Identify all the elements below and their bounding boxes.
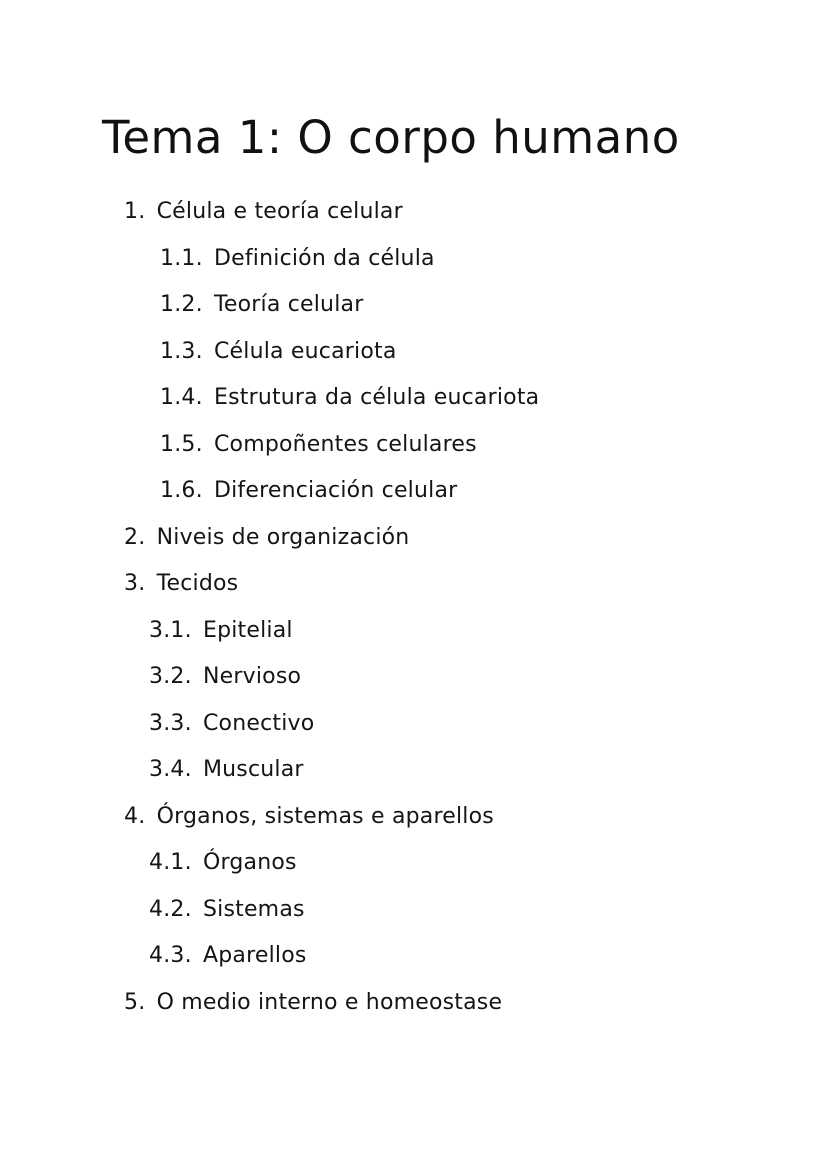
toc-number: 1.2. <box>160 292 203 317</box>
toc-number: 4.2. <box>149 897 192 922</box>
toc-number: 1.1. <box>160 246 203 271</box>
toc-item-3-4 <box>149 756 304 784</box>
toc-label: Niveis de organización <box>156 525 410 550</box>
toc-number: 4. <box>124 804 146 829</box>
toc-label: Compoñentes celulares <box>213 432 477 457</box>
toc-label: Diferenciación celular <box>213 478 458 503</box>
toc-item-4-3 <box>149 942 307 970</box>
toc-label: Órganos, sistemas e aparellos <box>156 804 494 829</box>
toc-item-1 <box>124 198 403 226</box>
toc-label: Estrutura da célula eucariota <box>213 385 540 410</box>
toc-item-1-4 <box>160 384 539 412</box>
toc-item-1-2 <box>160 291 363 319</box>
toc-number: 3.2. <box>149 664 192 689</box>
toc-label: Teoría celular <box>213 292 364 317</box>
toc-label: Conectivo <box>202 711 315 736</box>
toc-item-3-1 <box>149 617 293 645</box>
toc-item-4 <box>124 803 494 831</box>
toc-label: Definición da célula <box>213 246 435 271</box>
toc-item-3-2 <box>149 663 301 691</box>
toc-number: 1.5. <box>160 432 203 457</box>
toc-item-2 <box>124 524 409 552</box>
toc-number: 3. <box>124 571 146 596</box>
toc-label: Epitelial <box>202 618 293 643</box>
toc-number: 2. <box>124 525 146 550</box>
toc-item-5 <box>124 989 502 1017</box>
toc-label: Célula e teoría celular <box>156 199 403 224</box>
toc-number: 3.4. <box>149 757 192 782</box>
toc-item-1-6 <box>160 477 457 505</box>
toc-number: 1.4. <box>160 385 203 410</box>
toc-item-3 <box>124 570 238 598</box>
toc-number: 5. <box>124 990 146 1015</box>
toc-label: Sistemas <box>202 897 305 922</box>
toc-label: Célula eucariota <box>213 339 397 364</box>
toc-item-4-2 <box>149 896 305 924</box>
toc-item-1-3 <box>160 338 397 366</box>
toc-label: Nervioso <box>202 664 302 689</box>
toc-number: 4.3. <box>149 943 192 968</box>
toc-number: 3.1. <box>149 618 192 643</box>
toc-number: 4.1. <box>149 850 192 875</box>
toc-label: O medio interno e homeostase <box>156 990 503 1015</box>
toc-number: 3.3. <box>149 711 192 736</box>
toc-label: Órganos <box>202 850 297 875</box>
toc-label: Tecidos <box>156 571 239 596</box>
toc-number: 1.6. <box>160 478 203 503</box>
toc-item-4-1 <box>149 849 297 877</box>
toc-number: 1. <box>124 199 146 224</box>
toc-item-1-1 <box>160 245 435 273</box>
toc-item-1-5 <box>160 431 477 459</box>
toc-label: Muscular <box>202 757 304 782</box>
toc-number: 1.3. <box>160 339 203 364</box>
toc-label: Aparellos <box>202 943 307 968</box>
page-title: Tema 1: O corpo humano <box>102 111 680 164</box>
toc-item-3-3 <box>149 710 314 738</box>
